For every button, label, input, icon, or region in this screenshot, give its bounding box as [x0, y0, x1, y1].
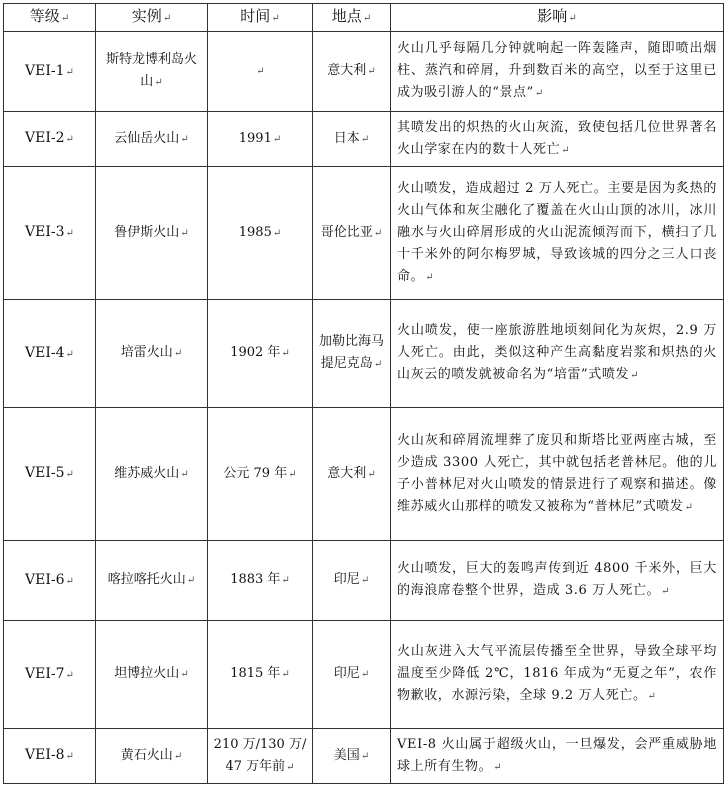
return-mark-icon: ↵ [154, 77, 163, 88]
return-mark-icon: ↵ [180, 133, 189, 145]
cell-place: 意大利↵ [313, 32, 391, 112]
return-mark-icon: ↵ [281, 575, 290, 586]
header-effect: 影响↵ [391, 4, 724, 32]
cell-effect: 火山几乎每隔几分钟就响起一阵轰隆声，随即喷出烟柱、蒸汽和碎屑，升到数百米的高空，以至于这里已成为吸引游人的“景点”↵ [391, 32, 724, 112]
table-row [4, 167, 724, 300]
cell-grade: VEI-6↵ [4, 541, 96, 621]
return-mark-icon: ↵ [367, 468, 376, 480]
table-row [4, 541, 724, 621]
table-row [4, 112, 724, 167]
return-mark-icon: ↵ [173, 750, 183, 762]
cell-time: 公元 79 年↵ [208, 408, 313, 541]
return-mark-icon: ↵ [65, 669, 74, 681]
cell-grade: VEI-2↵ [4, 112, 96, 167]
return-mark-icon: ↵ [362, 13, 372, 24]
return-mark-icon: ↵ [65, 228, 74, 239]
table-row [4, 300, 724, 408]
cell-example: 云仙岳火山↵ [96, 112, 208, 167]
return-mark-icon: ↵ [173, 348, 183, 359]
table-row [4, 32, 724, 112]
cell-place: 加勒比海马提尼克岛↵ [313, 300, 391, 408]
cell-place: 意大利↵ [313, 408, 391, 541]
cell-effect: VEI-8 火山属于超级火山，一旦爆发，会严重威胁地球上所有生物。↵ [391, 729, 724, 784]
return-mark-icon: ↵ [288, 468, 297, 480]
return-mark-icon: ↵ [256, 66, 265, 77]
return-mark-icon: ↵ [684, 501, 694, 513]
return-mark-icon: ↵ [281, 348, 290, 359]
table-row [4, 621, 724, 729]
return-mark-icon: ↵ [373, 359, 383, 370]
return-mark-icon: ↵ [360, 750, 370, 762]
return-mark-icon: ↵ [65, 66, 74, 78]
return-mark-icon: ↵ [630, 370, 640, 381]
cell-time [208, 32, 313, 112]
return-mark-icon: ↵ [180, 227, 189, 239]
cell-time: 1883 年↵ [208, 541, 313, 621]
return-mark-icon: ↵ [281, 669, 290, 680]
cell-effect: 火山喷发，巨大的轰鸣声传到近 4800 千米外，巨大的海浪席卷整个世界，造成 3.6 万人死亡。↵ [391, 541, 724, 621]
return-mark-icon: ↵ [65, 575, 74, 587]
return-mark-icon: ↵ [286, 761, 295, 773]
header-time: 时间↵ [208, 4, 313, 32]
cell-grade: VEI-8↵ [4, 729, 96, 784]
cell-grade: VEI-4↵ [4, 300, 96, 408]
cell-time: 1902 年↵ [208, 300, 313, 408]
return-mark-icon: ↵ [367, 66, 376, 77]
cell-effect: 火山灰和碎屑流埋葬了庞贝和斯塔比亚两座古城，至少造成 3300 人死亡，其中就包括老普林尼。他的儿子小普林尼对火山喷发的情景进行了观察和描述。像维苏威火山那样的喷发又被称为“普林尼”式喷发↵ [391, 408, 724, 541]
return-mark-icon: ↵ [162, 13, 172, 24]
return-mark-icon: ↵ [186, 575, 196, 586]
cell-example: 黄石火山↵ [96, 729, 208, 784]
cell-effect: 火山喷发，使一座旅游胜地顷刻间化为灰烬，2.9 万人死亡。由此，类似这种产生高黏度岩浆和炽热的火山灰云的喷发就被命名为“培雷”式喷发↵ [391, 300, 724, 408]
cell-place: 美国↵ [313, 729, 391, 784]
cell-example: 培雷火山↵ [96, 300, 208, 408]
cell-example: 鲁伊斯火山↵ [96, 167, 208, 300]
header-grade: 等级↵ [4, 4, 96, 32]
return-mark-icon: ↵ [360, 575, 370, 586]
return-mark-icon: ↵ [272, 133, 282, 145]
return-mark-icon: ↵ [534, 88, 544, 99]
return-mark-icon: ↵ [425, 271, 435, 283]
return-mark-icon: ↵ [661, 586, 671, 597]
return-mark-icon: ↵ [360, 133, 370, 145]
vei-table [3, 3, 724, 784]
cell-grade: VEI-3↵ [4, 167, 96, 300]
cell-time: 210 万/130 万/47 万年前↵ [208, 729, 313, 784]
cell-example: 维苏威火山↵ [96, 408, 208, 541]
return-mark-icon: ↵ [272, 227, 282, 239]
cell-example: 斯特龙博利岛火山↵ [96, 32, 208, 112]
cell-grade: VEI-1↵ [4, 32, 96, 112]
cell-time: 1985↵ [208, 167, 313, 300]
header-example: 实例↵ [96, 4, 208, 32]
cell-place: 哥伦比亚↵ [313, 167, 391, 300]
cell-place: 印尼↵ [313, 541, 391, 621]
cell-grade: VEI-7↵ [4, 621, 96, 729]
return-mark-icon: ↵ [180, 468, 189, 480]
table-row [4, 408, 724, 541]
return-mark-icon: ↵ [65, 469, 74, 480]
cell-example: 喀拉喀托火山↵ [96, 541, 208, 621]
table-row [4, 729, 724, 784]
return-mark-icon: ↵ [561, 144, 571, 156]
return-mark-icon: ↵ [60, 13, 70, 24]
return-mark-icon: ↵ [647, 691, 657, 702]
cell-example: 坦博拉火山↵ [96, 621, 208, 729]
cell-place: 印尼↵ [313, 621, 391, 729]
cell-grade: VEI-5↵ [4, 408, 96, 541]
cell-effect: 火山灰进入大气平流层传播至全世界，导致全球平均温度至少降低 2℃，1816 年成为“无夏之年”，农作物歉收，水源污染，全球 9.2 万人死亡。↵ [391, 621, 724, 729]
cell-effect: 火山喷发，造成超过 2 万人死亡。主要是因为炙热的火山气体和灰尘融化了覆盖在火山山顶的冰川，冰川融水与火山碎屑形成的火山泥流倾泻而下，横扫了几十千米外的阿尔梅罗城，导致该城的四分之三人口丧命。↵ [391, 167, 724, 300]
return-mark-icon: ↵ [65, 134, 74, 145]
cell-time: 1991↵ [208, 112, 313, 167]
header-row [4, 4, 724, 32]
return-mark-icon: ↵ [271, 13, 280, 24]
return-mark-icon: ↵ [180, 669, 189, 680]
return-mark-icon: ↵ [65, 751, 74, 762]
return-mark-icon: ↵ [65, 348, 74, 360]
return-mark-icon: ↵ [493, 761, 503, 773]
return-mark-icon: ↵ [373, 227, 383, 239]
header-place: 地点↵ [313, 4, 391, 32]
cell-place: 日本↵ [313, 112, 391, 167]
cell-time: 1815 年↵ [208, 621, 313, 729]
return-mark-icon: ↵ [360, 669, 370, 680]
return-mark-icon: ↵ [568, 13, 577, 24]
cell-effect: 其喷发出的炽热的火山灰流，致使包括几位世界著名火山学家在内的数十人死亡↵ [391, 112, 724, 167]
